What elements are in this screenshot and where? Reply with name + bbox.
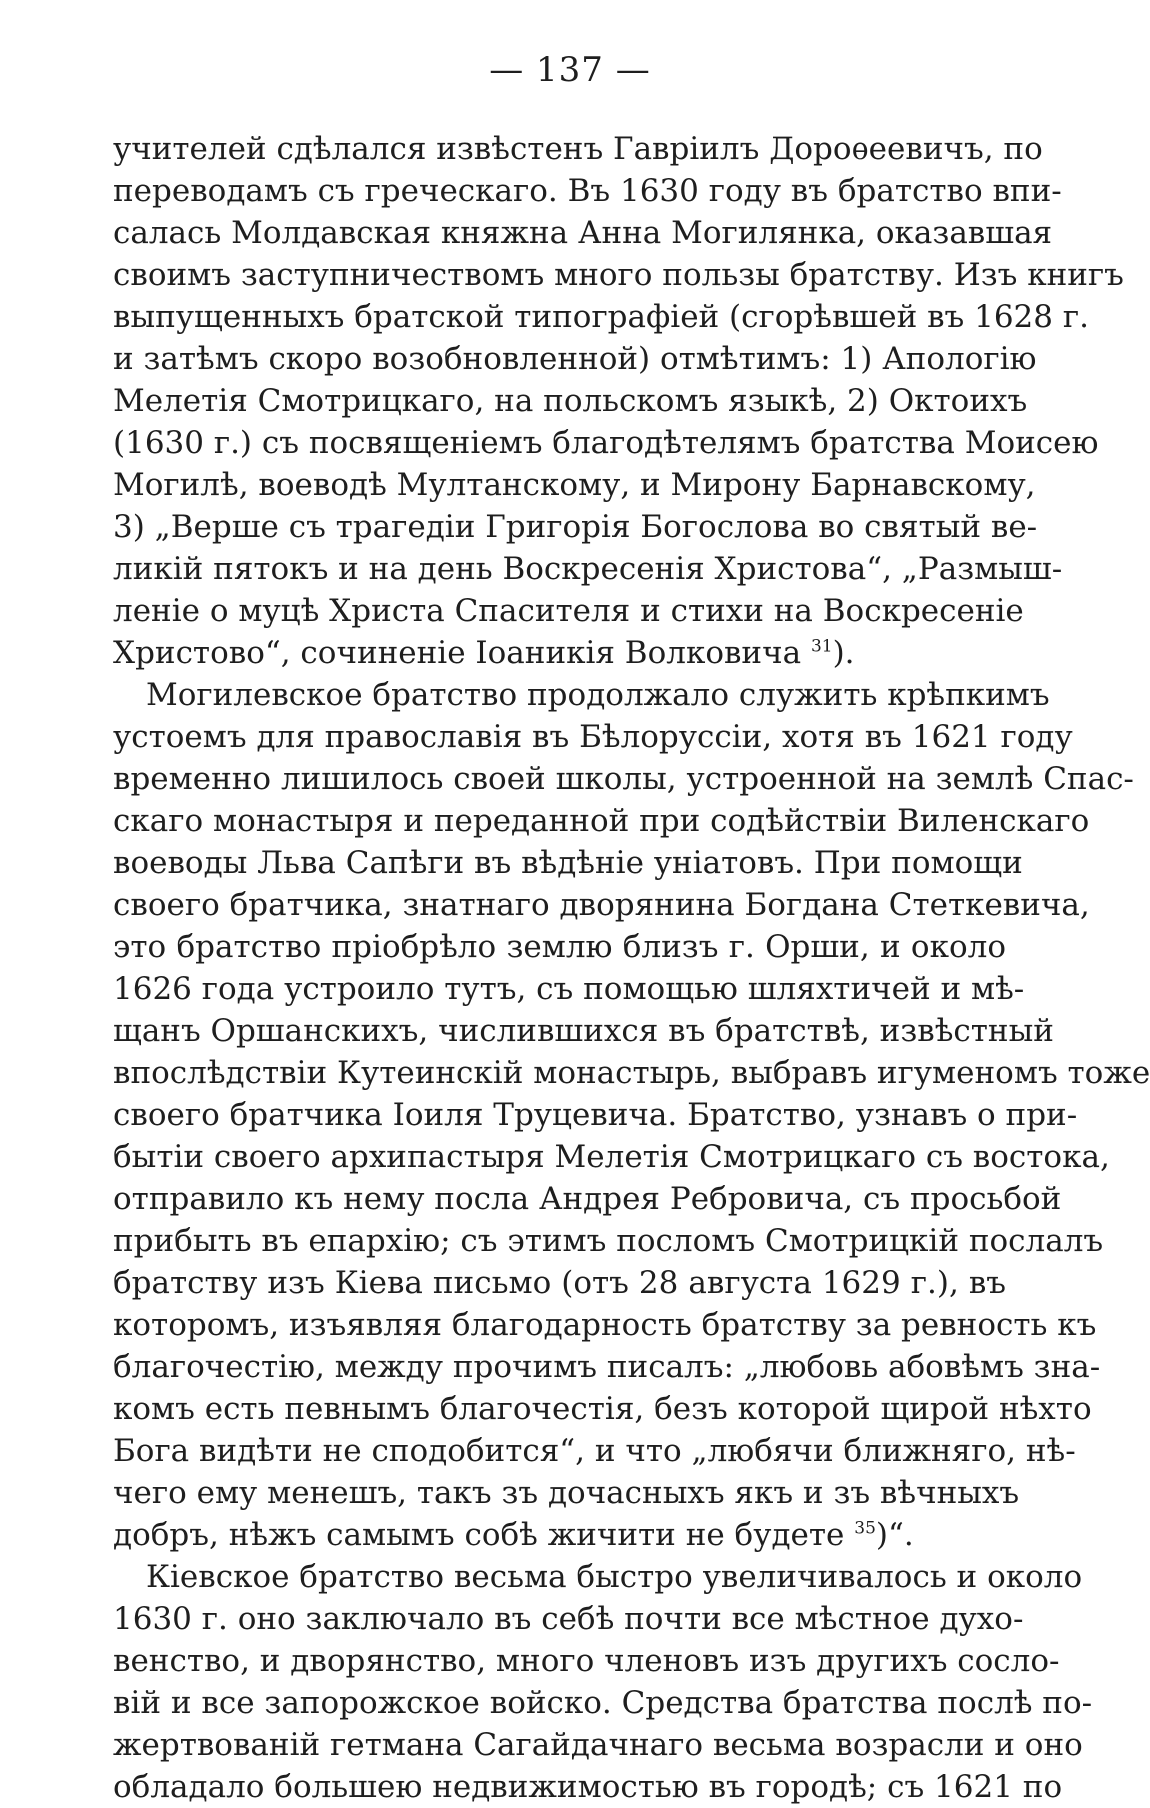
text-line: устоемъ для православія въ Бѣлоруссіи, хотя въ 1621 году [113,719,1073,755]
paragraph-2 [113,674,1150,1556]
text-line: 1630 г. оно заключало въ себѣ почти все мѣстное духо- [113,1601,1024,1637]
text-line: выпущенныхъ братской типографіей (сгорѣвшей въ 1628 г. [113,299,1089,335]
text-line: салась Молдавская княжна Анна Могилянка, оказавшая [113,215,1053,251]
text-line: и затѣмъ скоро возобновленной) отмѣтимъ: 1) Апологію [113,341,1037,377]
text-line-final [113,1514,1006,1556]
text-line-final [113,632,1006,674]
text-line: 3) „Верше съ трагедіи Григорія Богослова во святый ве- [113,509,1038,545]
text-line: леніе о муцѣ Христа Спасителя и стихи на Воскресеніе [113,593,1024,629]
text-line: чего ему менешъ, такъ зъ дочасныхъ якъ и зъ вѣчныхъ [113,1475,1020,1511]
text-line: жертвованій гетмана Сагайдачнаго весьма возрасли и оно [113,1727,1083,1763]
footnote-reference[interactable]: 31 [810,636,833,657]
page-number: — 137 — [489,50,651,90]
closing-punctuation: )“. [875,1517,914,1553]
text-line: отправило къ нему посла Андрея Ребровича, съ просьбой [113,1181,1062,1217]
closing-punctuation: ). [832,635,855,671]
body-text [113,128,1150,1808]
text-line: обладало большею недвижимостью въ городѣ; съ 1621 по [113,1769,1063,1805]
text-line: Мелетія Смотрицкаго, на польскомъ языкѣ, 2) Октоихъ [113,383,1028,419]
text-line-indented: Кіевское братство весьма быстро увеличивалось и около [146,1559,1083,1595]
text-line: скаго монастыря и переданной при содѣйствіи Виленскаго [113,803,1090,839]
text-line-content: Христово“, сочиненіе Іоаникія Волковича [113,635,802,671]
text-line: это братство пріобрѣло землю близъ г. Орши, и около [113,929,1006,965]
text-line: 1626 года устроило тутъ, съ помощью шляхтичей и мѣ- [113,971,1025,1007]
text-line: (1630 г.) съ посвященіемъ благодѣтелямъ братства Моисею [113,425,1099,461]
footnote-reference[interactable]: 35 [854,1518,876,1539]
text-line-indented: Могилевское братство продолжало служить крѣпкимъ [146,677,1050,713]
text-line: комъ есть певнымъ благочестія, безъ которой щирой нѣхто [113,1391,1092,1427]
paragraph-3 [113,1556,1093,1808]
text-line: Могилѣ, воеводѣ Мултанскому, и Мирону Барнавскому, [113,467,1036,503]
text-line: переводамъ съ греческаго. Въ 1630 году въ братство впи- [113,173,1062,209]
text-line: временно лишилось своей школы, устроенной на землѣ Спас- [113,761,1134,797]
text-line-content: добръ, нѣжъ самымъ собѣ жичити не будете [113,1517,845,1553]
text-line: учителей сдѣлался извѣстенъ Гавріилъ Дороѳеевичъ, по [113,131,1043,167]
text-line: бытіи своего архипастыря Мелетія Смотрицкаго съ востока, [113,1139,1110,1175]
text-line: прибыть въ епархію; съ этимъ посломъ Смотрицкій послалъ [113,1223,1104,1259]
text-line: вій и все запорожское войско. Средства братства послѣ по- [113,1685,1093,1721]
text-line: братству изъ Кіева письмо (отъ 28 августа 1629 г.), въ [113,1265,1006,1301]
text-line: своего братчика, знатнаго дворянина Богдана Стеткевича, [113,887,1090,923]
text-line: воеводы Льва Сапѣги въ вѣдѣніе уніатовъ. При помощи [113,845,1023,881]
text-line: венство, и дворянство, много членовъ изъ другихъ сосло- [113,1643,1060,1679]
paragraph-1 [113,128,1124,674]
text-line: которомъ, изъявляя благодарность братству за ревность къ [113,1307,1097,1343]
text-line: Бога видѣти не сподобится“, и что „любячи ближняго, нѣ- [113,1433,1076,1469]
text-line: своего братчика Іоиля Труцевича. Братство, узнавъ о при- [113,1097,1078,1133]
text-line: впослѣдствіи Кутеинскій монастырь, выбравъ игуменомъ тоже [113,1055,1150,1091]
text-line: благочестію, между прочимъ писалъ: „любовь абовѣмъ зна- [113,1349,1101,1385]
text-line: щанъ Оршанскихъ, числившихся въ братствѣ, извѣстный [113,1013,1054,1049]
text-line: ликій пятокъ и на день Воскресенія Христова“, „Размыш- [113,551,1063,587]
text-line: своимъ заступничествомъ много пользы братству. Изъ книгъ [113,257,1124,293]
